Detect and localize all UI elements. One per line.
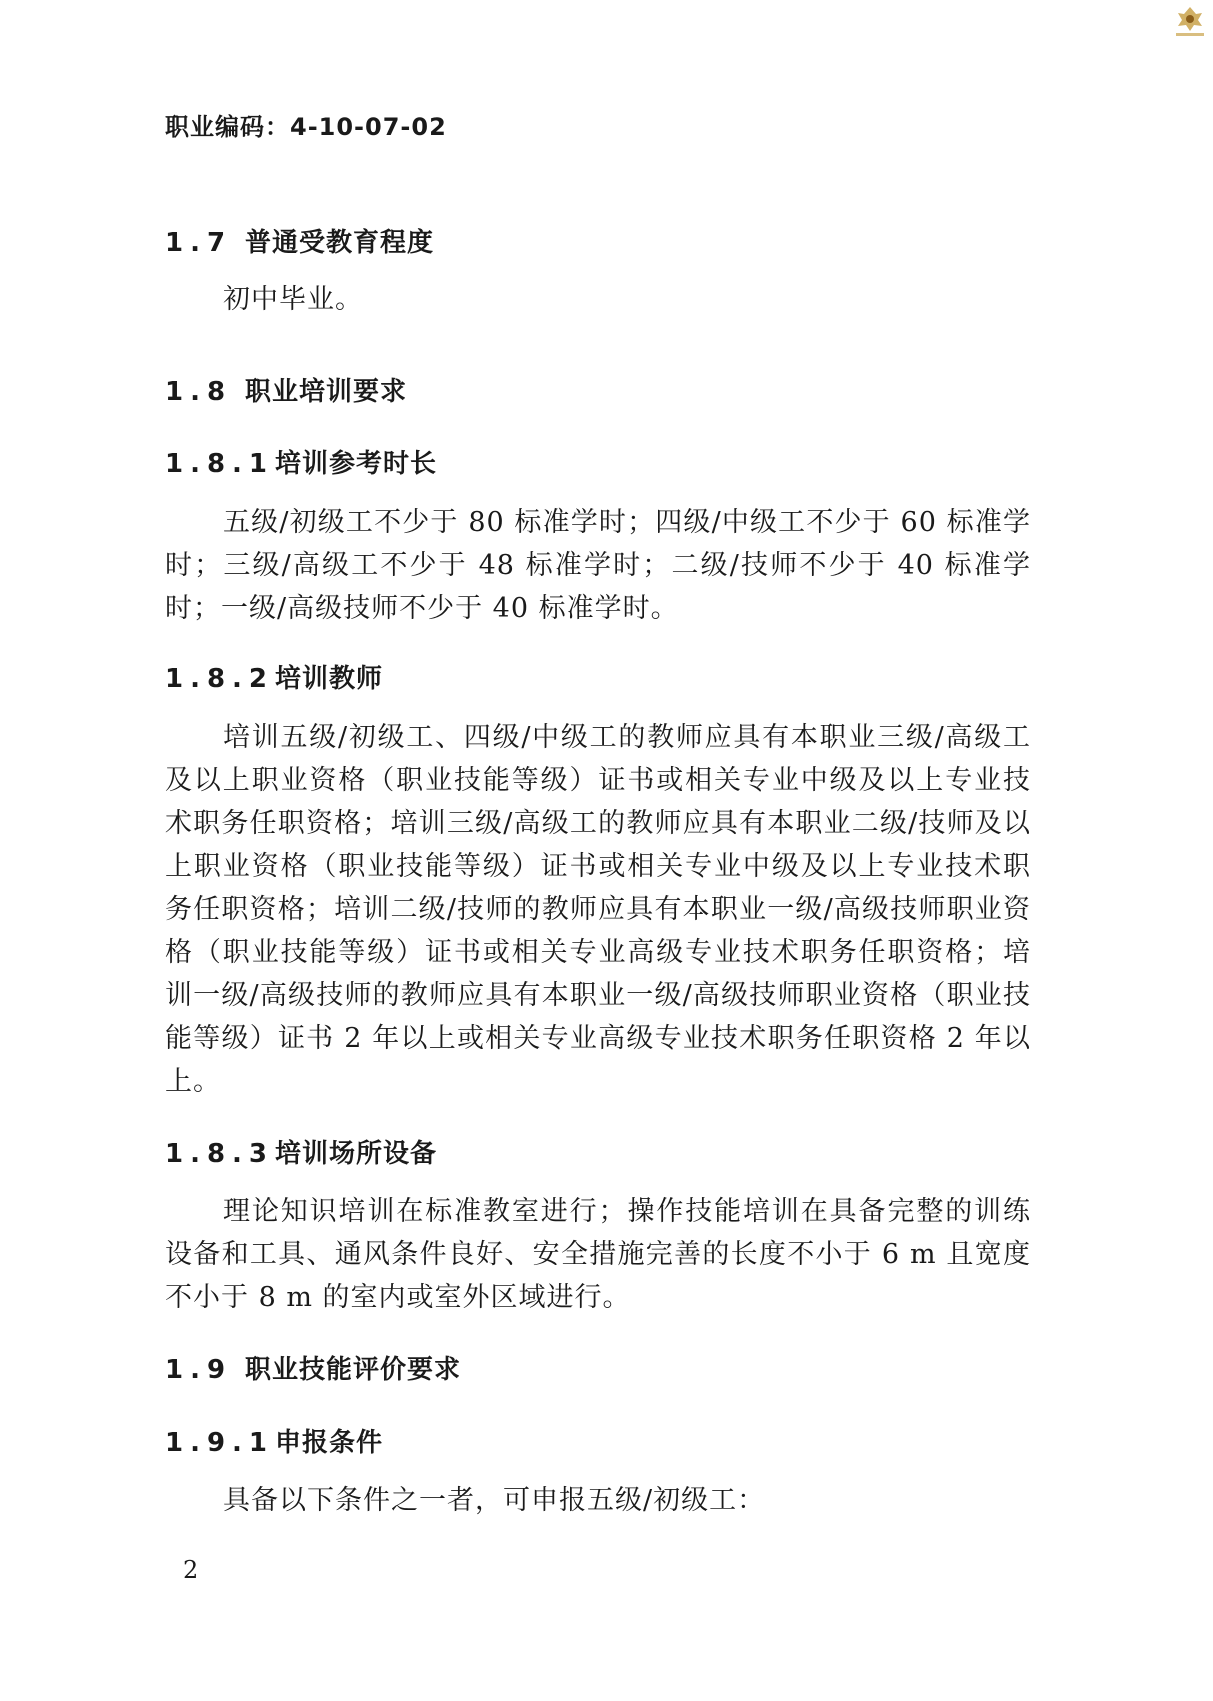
section-number: 1.8 bbox=[165, 377, 233, 407]
section-heading-1-9-1 bbox=[165, 1422, 383, 1459]
section-number: 1.8.3 bbox=[165, 1139, 275, 1169]
section-heading-1-8 bbox=[165, 371, 407, 408]
paragraph-education: 初中毕业。 bbox=[223, 284, 363, 315]
paragraph-training-hours: 五级/初级工不少于 80 标准学时；四级/中级工不少于 60 标准学时；三级/高级工不少于 48 标准学时；二级/技师不少于 40 标准学时；一级/高级技师不少于 40 标准学时。 bbox=[165, 507, 1031, 624]
publisher-emblem-icon bbox=[1172, 4, 1208, 38]
section-title: 培训参考时长 bbox=[275, 449, 438, 479]
paragraph-training-teachers: 培训五级/初级工、四级/中级工的教师应具有本职业三级/高级工及以上职业资格（职业技能等级）证书或相关专业中级及以上专业技术职务任职资格；培训三级/高级工的教师应具有本职业二级/技师及以上职业资格（职业技能等级）证书或相关专业中级及以上专业技术职务任职资格；培训二级/技师的教师应具有本职业一级/高级技师职业资格（职业技能等级）证书或相关专业高级专业技术职务任职资格；培训一级/高级技师的教师应具有本职业一级/高级技师职业资格（职业技能等级）证书 2 年以上或相关专业高级专业技术职务任职资格 2 年以上。 bbox=[165, 722, 1031, 1097]
section-number: 1.8.2 bbox=[165, 664, 275, 694]
section-number: 1.8.1 bbox=[165, 449, 275, 479]
section-title: 培训场所设备 bbox=[275, 1139, 438, 1169]
section-heading-1-9 bbox=[165, 1349, 461, 1386]
section-number: 1.9 bbox=[165, 1355, 233, 1385]
section-title: 职业培训要求 bbox=[245, 377, 408, 407]
paragraph-application-conditions: 具备以下条件之一者，可申报五级/初级工： bbox=[223, 1485, 766, 1516]
section-title: 培训教师 bbox=[275, 664, 384, 694]
section-title: 申报条件 bbox=[275, 1428, 384, 1458]
section-title: 普通受教育程度 bbox=[245, 228, 435, 258]
section-title: 职业技能评价要求 bbox=[245, 1355, 462, 1385]
section-heading-1-8-3 bbox=[165, 1133, 437, 1170]
page-number: 2 bbox=[183, 1556, 199, 1584]
section-number: 1.7 bbox=[165, 228, 233, 258]
occupation-code: 职业编码：4-10-07-02 bbox=[165, 113, 447, 141]
section-number: 1.9.1 bbox=[165, 1428, 275, 1458]
section-heading-1-7 bbox=[165, 222, 434, 259]
section-heading-1-8-2 bbox=[165, 658, 383, 695]
paragraph-training-facilities: 理论知识培训在标准教室进行；操作技能培训在具备完整的训练设备和工具、通风条件良好、安全措施完善的长度不小于 6 m 且宽度不小于 8 m 的室内或室外区域进行。 bbox=[165, 1196, 1031, 1313]
section-heading-1-8-1 bbox=[165, 443, 437, 480]
